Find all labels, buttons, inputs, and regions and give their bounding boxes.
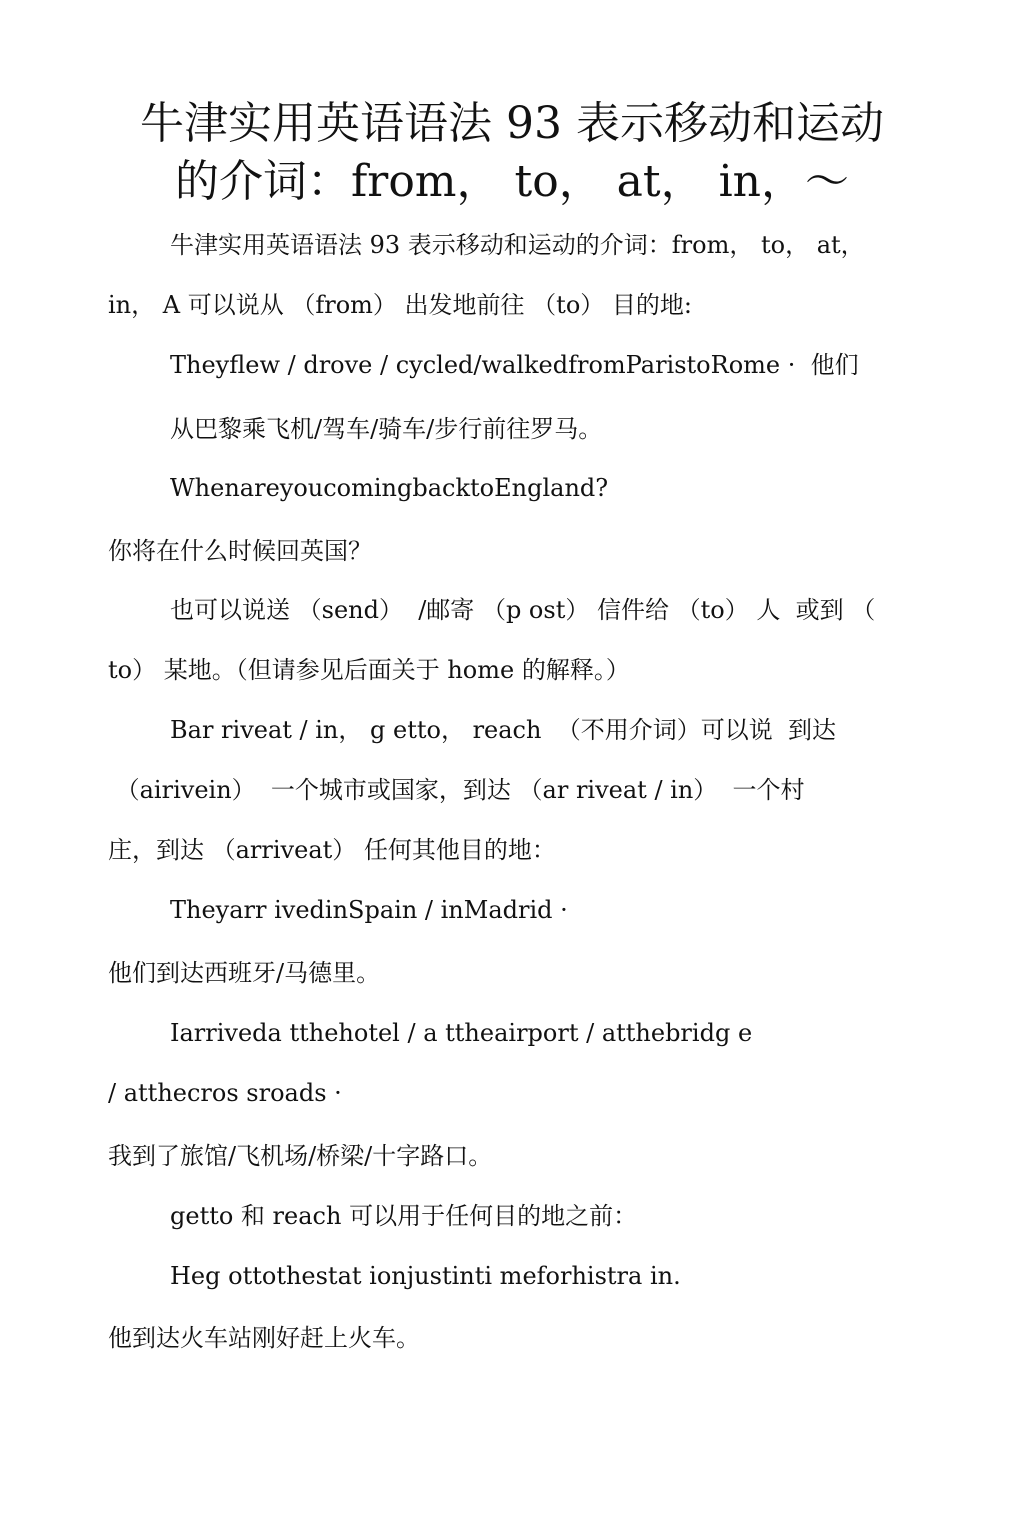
paragraph-line: 牛津实用英语语法 93 表示移动和运动的介词：from， to， at， (170, 231, 865, 259)
paragraph-line: 从巴黎乘飞机/驾车/骑车/步行前往罗马。 (170, 415, 603, 443)
paragraph-line: 你将在什么时候回英国？ (108, 537, 372, 565)
paragraph-line: Bar riveat / in， g etto， reach （不用介词）可以说 到达 (170, 716, 836, 744)
paragraph-line: in， A 可以说从 （from） 出发地前往 （to） 目的地: (108, 291, 692, 319)
paragraph-line: 庄，到达 （arriveat） 任何其他目的地： (108, 836, 556, 864)
paragraph-line: Theyarr ivedinSpain / inMadrid · (170, 896, 568, 924)
document-title-line-2: 的介词：from， to， at， in，～ (175, 156, 849, 207)
paragraph-line: Theyflew / drove / cycled/walkedfromParistoRome · 他们 (170, 351, 859, 379)
paragraph-line: Iarriveda tthehotel / a ttheairport / atthebridg e (170, 1019, 753, 1047)
paragraph-line: （airivein） 一个城市或国家，到达 （ar riveat / in） 一个村 (108, 776, 805, 804)
paragraph-line: 他到达火车站刚好赶上火车。 (108, 1324, 420, 1352)
paragraph-line: to） 某地。（但请参见后面关于 home 的解释。） (108, 656, 630, 684)
paragraph-line: 我到了旅馆/飞机场/桥梁/十字路口。 (108, 1142, 493, 1170)
paragraph-line: WhenareyoucomingbacktoEngland? (170, 474, 609, 502)
paragraph-line: Heg ottothestat ionjustinti meforhistra in. (170, 1262, 681, 1290)
paragraph-line: 他们到达西班牙/马德里。 (108, 959, 381, 987)
paragraph-line: getto 和 reach 可以用于任何目的地之前： (170, 1202, 638, 1230)
paragraph-line: / atthecros sroads · (108, 1079, 342, 1107)
paragraph-line: 也可以说送 （send） /邮寄 （p ost） 信件给 （to） 人 或到 （ (170, 596, 876, 624)
document-title-line-1: 牛津实用英语语法 93 表示移动和运动 (140, 98, 884, 149)
